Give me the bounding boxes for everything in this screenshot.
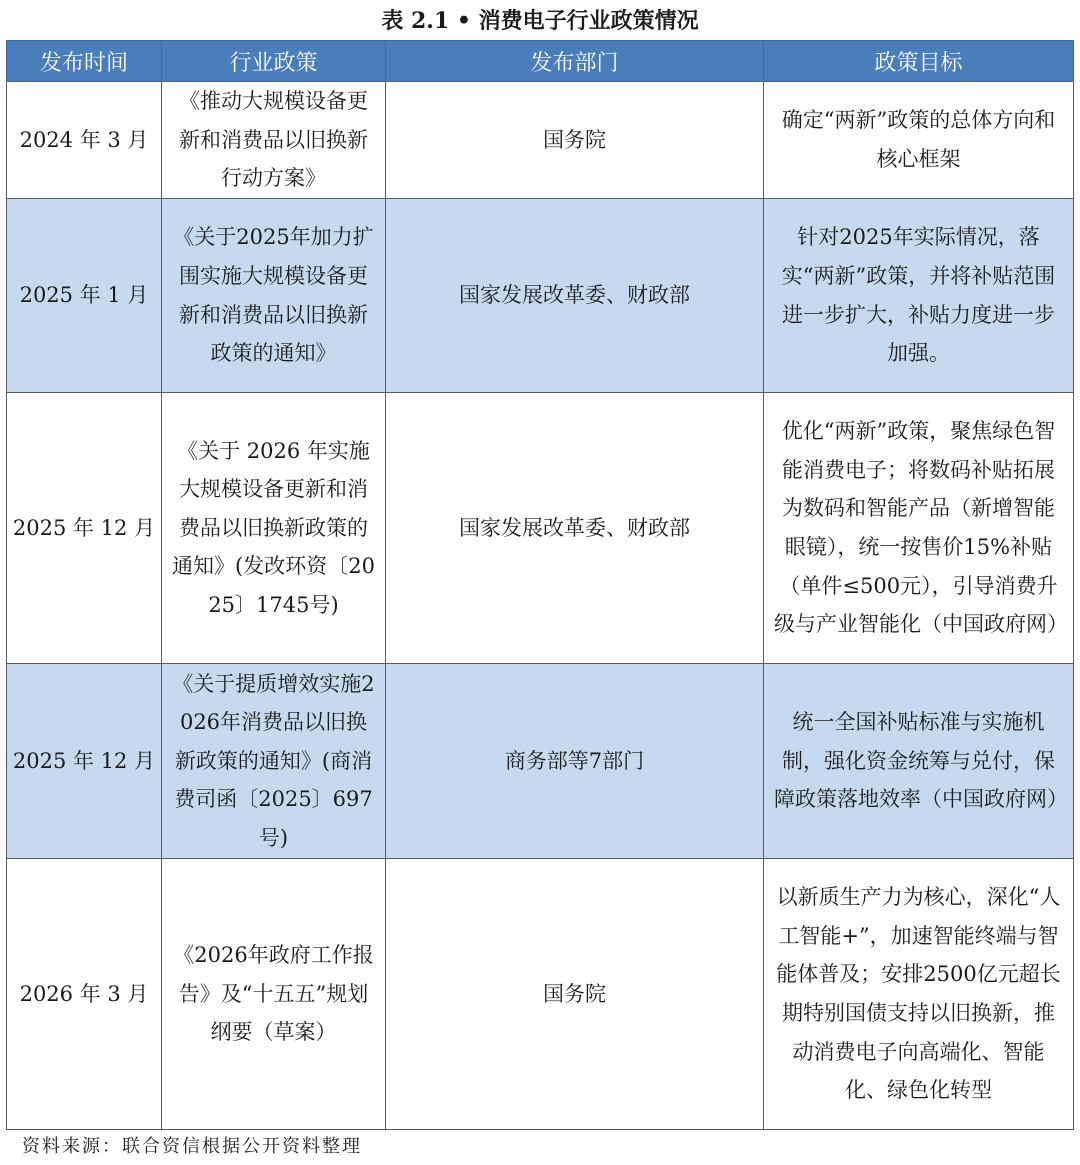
policy-table [6, 40, 1074, 1130]
cell-policy: 《关于 2026 年实施大规模设备更新和消费品以旧换新政策的通知》(发改环资〔2025〕1745号) [162, 393, 386, 664]
source-note: 资料来源：联合资信根据公开资料整理 [22, 1136, 362, 1157]
table-header-row [7, 41, 1074, 82]
cell-goal: 确定“两新”政策的总体方向和核心框架 [764, 82, 1074, 199]
cell-department: 国务院 [386, 82, 764, 199]
cell-goal: 统一全国补贴标准与实施机制，强化资金统筹与兑付，保障政策落地效率（中国政府网） [764, 664, 1074, 859]
cell-department: 商务部等7部门 [386, 664, 764, 859]
table-row [7, 664, 1074, 859]
cell-time: 2025 年 12 月 [7, 664, 162, 859]
cell-time: 2025 年 12 月 [7, 393, 162, 664]
cell-policy: 《关于2025年加力扩围实施大规模设备更新和消费品以旧换新政策的通知》 [162, 199, 386, 393]
cell-policy: 《关于提质增效实施2026年消费品以旧换新政策的通知》(商消费司函〔2025〕697号) [162, 664, 386, 859]
header-policy: 行业政策 [162, 41, 386, 82]
table-row [7, 82, 1074, 199]
header-time: 发布时间 [7, 41, 162, 82]
table-row [7, 393, 1074, 664]
table-row [7, 859, 1074, 1130]
cell-goal: 以新质生产力为核心，深化“人工智能+”，加速智能终端与智能体普及；安排2500亿元超长期特别国债支持以旧换新，推动消费电子向高端化、智能化、绿色化转型 [764, 859, 1074, 1130]
cell-time: 2025 年 1 月 [7, 199, 162, 393]
cell-department: 国务院 [386, 859, 764, 1130]
header-department: 发布部门 [386, 41, 764, 82]
table-row [7, 199, 1074, 393]
cell-policy: 《2026年政府工作报告》及“十五五”规划纲要（草案） [162, 859, 386, 1130]
header-goal: 政策目标 [764, 41, 1074, 82]
cell-goal: 针对2025年实际情况，落实“两新”政策，并将补贴范围进一步扩大，补贴力度进一步加强。 [764, 199, 1074, 393]
cell-policy: 《推动大规模设备更新和消费品以旧换新行动方案》 [162, 82, 386, 199]
cell-goal: 优化“两新”政策，聚焦绿色智能消费电子；将数码补贴拓展为数码和智能产品（新增智能眼镜），统一按售价15%补贴（单件≤500元），引导消费升级与产业智能化（中国政府网） [764, 393, 1074, 664]
cell-department: 国家发展改革委、财政部 [386, 393, 764, 664]
cell-time: 2026 年 3 月 [7, 859, 162, 1130]
table-title: 表 2.1 • 消费电子行业政策情况 [381, 8, 699, 34]
cell-department: 国家发展改革委、财政部 [386, 199, 764, 393]
cell-time: 2024 年 3 月 [7, 82, 162, 199]
